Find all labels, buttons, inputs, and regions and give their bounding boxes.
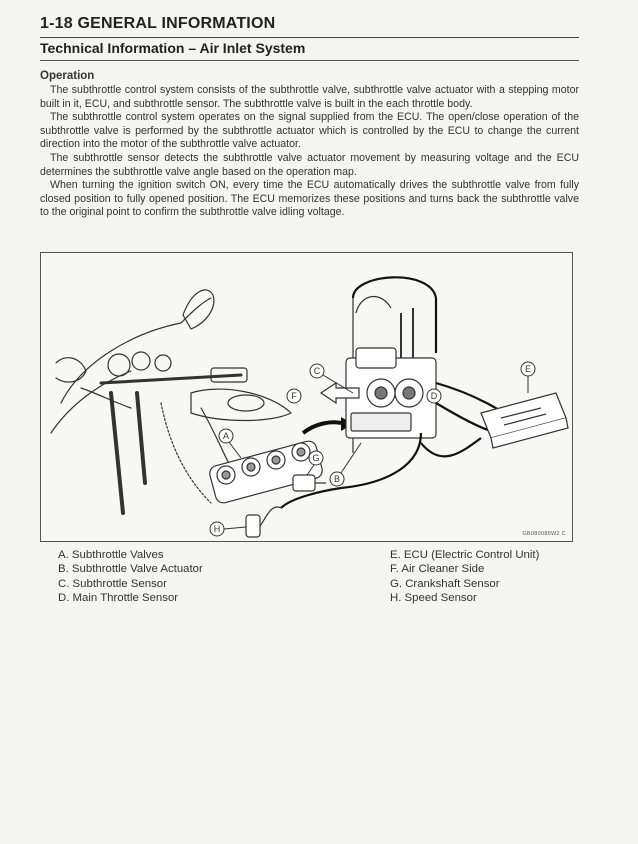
callout-e [521,362,535,393]
legend-left [58,548,203,606]
legend-item-e: E. ECU (Electric Control Unit) [390,549,540,561]
legend-item-d: D. Main Throttle Sensor [58,592,179,605]
legend-item-a: A. Subthrottle Valves [58,549,164,561]
fairing-outline [61,298,211,403]
callout-e-label: E [524,364,532,374]
callout-a-label: A [222,431,230,441]
header-rule [40,37,579,38]
paragraph-4: When turning the ignition switch ON, every time the ECU automatically drives the subthrottle valve from fully closed position to fully opened position. The ECU memorizes these positions and turns back the subthrottle valve to the original point to confirm the subthrottle valve idling voltage. [40,179,579,219]
ecu-unit [481,393,568,448]
callout-h [210,522,246,536]
callout-b [330,443,361,486]
operation-body [40,84,579,220]
callout-b-label: B [333,474,341,484]
paragraph-3: The subthrottle sensor detects the subthrottle valve actuator movement by measuring voltage and the ECU determines the subthrottle valve angle based on the operation map. [40,151,579,178]
callout-d-label: D [430,391,438,401]
zoom-arrow-icon [303,422,341,433]
callout-f [287,389,301,403]
callout-f-label: F [291,391,297,401]
air-inlet-diagram [40,252,573,542]
legend-item-g: G. Crankshaft Sensor [390,577,500,590]
callout-g-label: G [312,453,320,463]
crankshaft-sensor [293,475,326,491]
callout-a [219,429,241,458]
figure-code: GB080086W2 C [522,531,566,537]
page-title: 1-18 GENERAL INFORMATION [40,15,276,32]
legend-right [390,548,539,606]
legend-item-h: H. Speed Sensor [390,592,477,605]
legend-item-f: F. Air Cleaner Side [390,563,485,576]
operation-heading: Operation [40,70,95,82]
legend-item-c: C. Subthrottle Sensor [58,577,167,590]
paragraph-1: The subthrottle control system consists of the subthrottle valve, subthrottle valve actuator with a stepping motor built in it, ECU, and subthrottle sensor. The subthrottle valve is built in the each throttle body. [40,84,579,110]
actuator-assembly [346,297,436,453]
speed-sensor [246,507,281,537]
diagram-illustration [41,253,574,543]
callout-d [427,389,441,403]
callout-h-label: H [213,524,221,534]
tank-outline [191,389,291,420]
paragraph-2: The subthrottle control system operates on the signal supplied from the ECU. The open/close operation of the subthrottle valve is performed by the subthrottle actuator which is controlled by the ECU to change the current direction into the motor of the subthrottle valve actuator. [40,111,579,151]
mirror-icon [183,290,214,329]
section-title: Technical Information – Air Inlet System [40,40,306,56]
headlight-outline [56,358,86,382]
section-rule [40,60,579,61]
gauge-icon [108,354,130,376]
legend-item-b: B. Subthrottle Valve Actuator [58,563,203,576]
callout-c-label: C [313,366,321,376]
